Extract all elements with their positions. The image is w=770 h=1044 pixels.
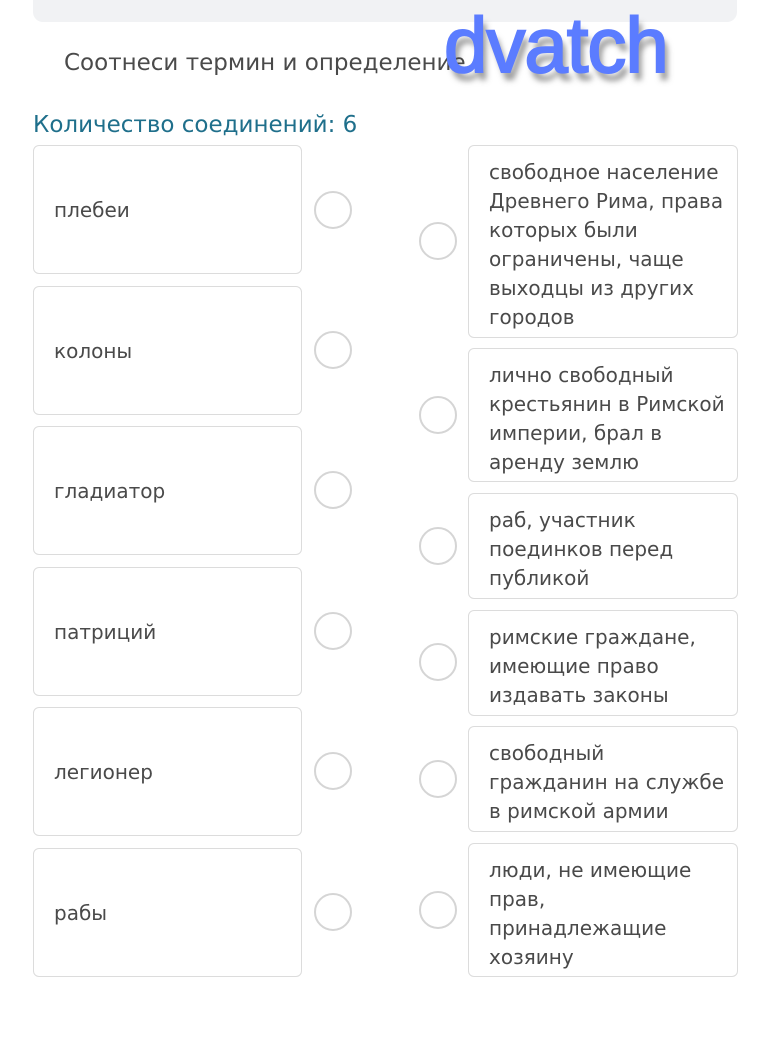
- question-text: Соотнеси термин и определение: [64, 50, 466, 76]
- term-card-5[interactable]: [33, 707, 302, 836]
- definition-text: римские граждане, имеющие право издавать законы: [489, 625, 696, 707]
- definition-card-5[interactable]: [468, 726, 738, 832]
- term-label: патриций: [54, 619, 157, 644]
- term-label: легионер: [54, 759, 153, 784]
- term-label: плебеи: [54, 197, 130, 222]
- definition-card-2[interactable]: [468, 348, 738, 482]
- definition-card-6[interactable]: [468, 843, 738, 977]
- term-card-3[interactable]: [33, 426, 302, 555]
- definition-radio-6[interactable]: [419, 891, 457, 929]
- definition-radio-3[interactable]: [419, 527, 457, 565]
- watermark: dvatch: [444, 1, 668, 89]
- definition-radio-1[interactable]: [419, 222, 457, 260]
- term-radio-5[interactable]: [314, 752, 352, 790]
- term-card-2[interactable]: [33, 286, 302, 415]
- term-label: колоны: [54, 338, 133, 363]
- term-card-1[interactable]: [33, 145, 302, 274]
- term-label: гладиатор: [54, 478, 166, 503]
- definition-text: свободный гражданин на службе в римской армии: [489, 741, 725, 823]
- term-radio-2[interactable]: [314, 331, 352, 369]
- term-radio-3[interactable]: [314, 471, 352, 509]
- term-radio-1[interactable]: [314, 191, 352, 229]
- definition-text: лично свободный крестьянин в Римской империи, брал в аренду землю: [489, 363, 725, 474]
- term-radio-4[interactable]: [314, 612, 352, 650]
- definition-radio-5[interactable]: [419, 760, 457, 798]
- definition-radio-2[interactable]: [419, 396, 457, 434]
- definition-card-4[interactable]: [468, 610, 738, 716]
- definition-card-1[interactable]: [468, 145, 738, 338]
- definition-text: свободное население Древнего Рима, права которых были ограничены, чаще выходцы из других городов: [489, 160, 724, 329]
- definition-text: раб, участник поединков перед публикой: [489, 508, 674, 590]
- term-radio-6[interactable]: [314, 893, 352, 931]
- term-label: рабы: [54, 900, 108, 925]
- definition-text: люди, не имеющие прав, принадлежащие хозяину: [489, 858, 692, 969]
- definition-radio-4[interactable]: [419, 643, 457, 681]
- definition-card-3[interactable]: [468, 493, 738, 599]
- connections-count: Количество соединений: 6: [33, 112, 358, 138]
- term-card-6[interactable]: [33, 848, 302, 977]
- term-card-4[interactable]: [33, 567, 302, 696]
